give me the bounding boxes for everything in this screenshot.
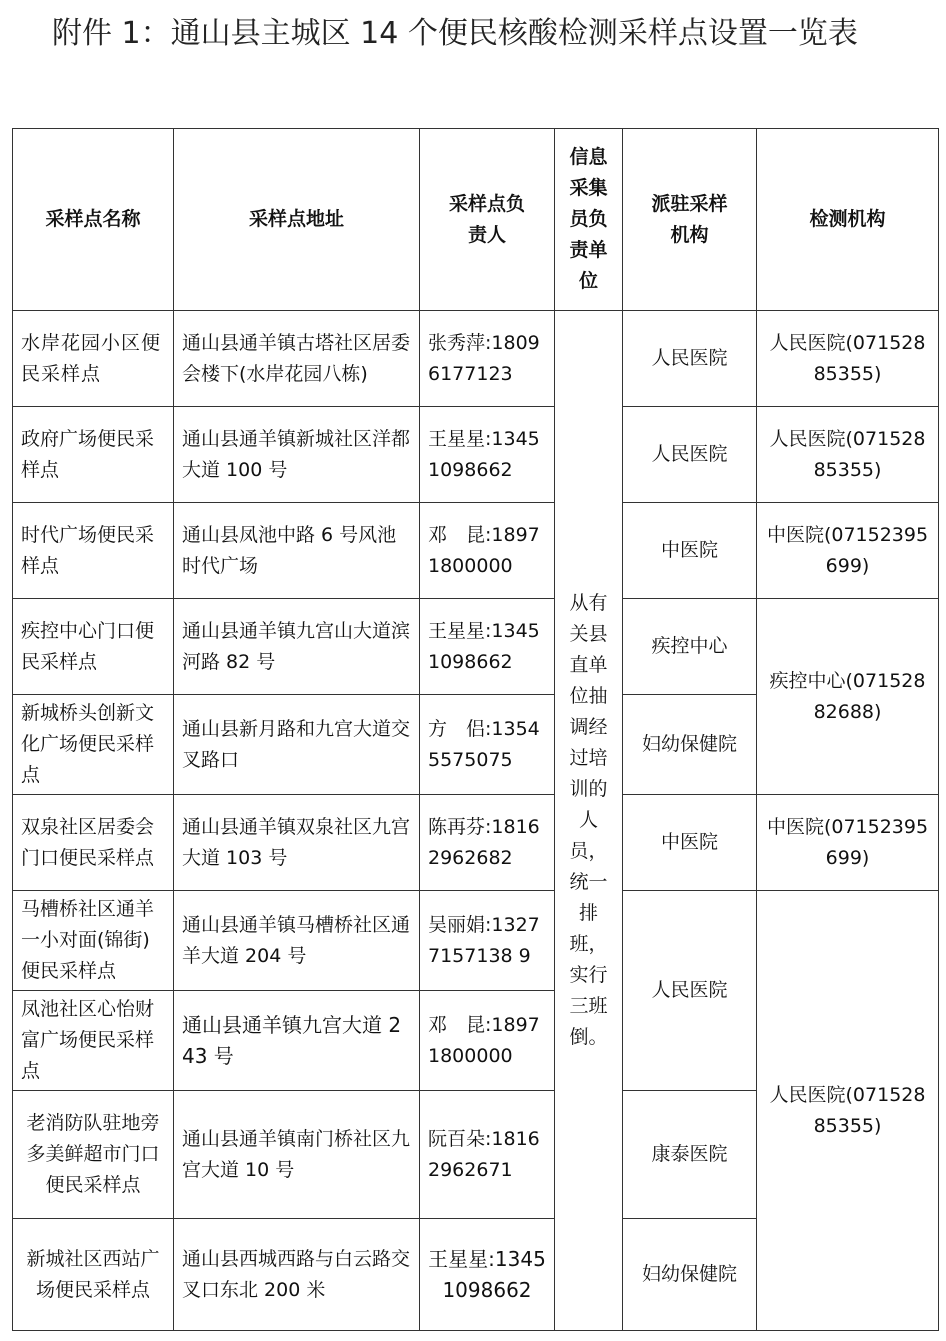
point-name: 新城桥头创新文化广场便民采样点 [13,695,174,795]
point-address: 通山县通羊镇马槽桥社区通羊大道 204 号 [174,891,420,991]
point-name: 政府广场便民采样点 [13,407,174,503]
table-row [13,407,939,503]
point-person: 吴丽娟:13277157138 9 [420,891,555,991]
point-dept: 妇幼保健院 [623,695,757,795]
header-person: 采样点负责人 [420,129,555,311]
header-dept: 派驻采样机构 [623,129,757,311]
point-person: 王星星:13451098662 [420,1219,555,1331]
point-dept: 康泰医院 [623,1091,757,1219]
header-lab: 检测机构 [757,129,939,311]
point-person: 阮百朵:18162962671 [420,1091,555,1219]
page-title: 附件 1：通山县主城区 14 个便民核酸检测采样点设置一览表 [52,16,858,51]
point-address: 通山县通羊镇九宫山大道滨河路 82 号 [174,599,420,695]
point-name: 水岸花园小区便民采样点 [13,311,174,407]
point-address: 通山县通羊镇新城社区洋都大道 100 号 [174,407,420,503]
point-address: 通山县通羊镇古塔社区居委会楼下(水岸花园八栋) [174,311,420,407]
sampling-points-table [12,128,939,1331]
point-lab: 人民医院(07152885355) [757,407,939,503]
point-dept: 妇幼保健院 [623,1219,757,1331]
point-name: 时代广场便民采样点 [13,503,174,599]
table-row [13,795,939,891]
point-lab: 人民医院(07152885355) [757,311,939,407]
point-person: 方 侣:13545575075 [420,695,555,795]
point-address: 通山县通羊镇九宫大道 243 号 [174,991,420,1091]
point-person: 王星星:13451098662 [420,407,555,503]
point-lab: 中医院(07152395699) [757,795,939,891]
point-lab: 疾控中心(07152882688) [757,599,939,795]
point-address: 通山县凤池中路 6 号风池时代广场 [174,503,420,599]
point-name: 双泉社区居委会门口便民采样点 [13,795,174,891]
header-address: 采样点地址 [174,129,420,311]
table-row [13,891,939,991]
point-person: 陈再芬:18162962682 [420,795,555,891]
table-header-row [13,129,939,311]
point-name: 马槽桥社区通羊一小对面(锦街)便民采样点 [13,891,174,991]
table-row [13,311,939,407]
point-person: 邓 昆:18971800000 [420,991,555,1091]
point-lab: 人民医院(07152885355) [757,891,939,1331]
point-dept: 中医院 [623,795,757,891]
point-lab: 中医院(07152395699) [757,503,939,599]
point-address: 通山县通羊镇双泉社区九宫大道 103 号 [174,795,420,891]
point-dept: 疾控中心 [623,599,757,695]
table-row [13,503,939,599]
staff-unit: 从有关县直单位抽调经过培训的人员，统一排班，实行三班倒。 [555,311,623,1331]
point-person: 张秀萍:18096177123 [420,311,555,407]
point-address: 通山县通羊镇南门桥社区九宫大道 10 号 [174,1091,420,1219]
point-person: 邓 昆:18971800000 [420,503,555,599]
point-name: 凤池社区心怡财富广场便民采样点 [13,991,174,1091]
point-name: 新城社区西站广场便民采样点 [13,1219,174,1331]
point-dept: 人民医院 [623,311,757,407]
table-row [13,599,939,695]
point-dept: 人民医院 [623,407,757,503]
point-name: 疾控中心门口便民采样点 [13,599,174,695]
header-name: 采样点名称 [13,129,174,311]
point-dept: 人民医院 [623,891,757,1091]
header-staff: 信息采集员负责单位 [555,129,623,311]
point-name: 老消防队驻地旁多美鲜超市门口便民采样点 [13,1091,174,1219]
point-dept: 中医院 [623,503,757,599]
point-address: 通山县西城西路与白云路交叉口东北 200 米 [174,1219,420,1331]
point-address: 通山县新月路和九宫大道交叉路口 [174,695,420,795]
point-person: 王星星:13451098662 [420,599,555,695]
